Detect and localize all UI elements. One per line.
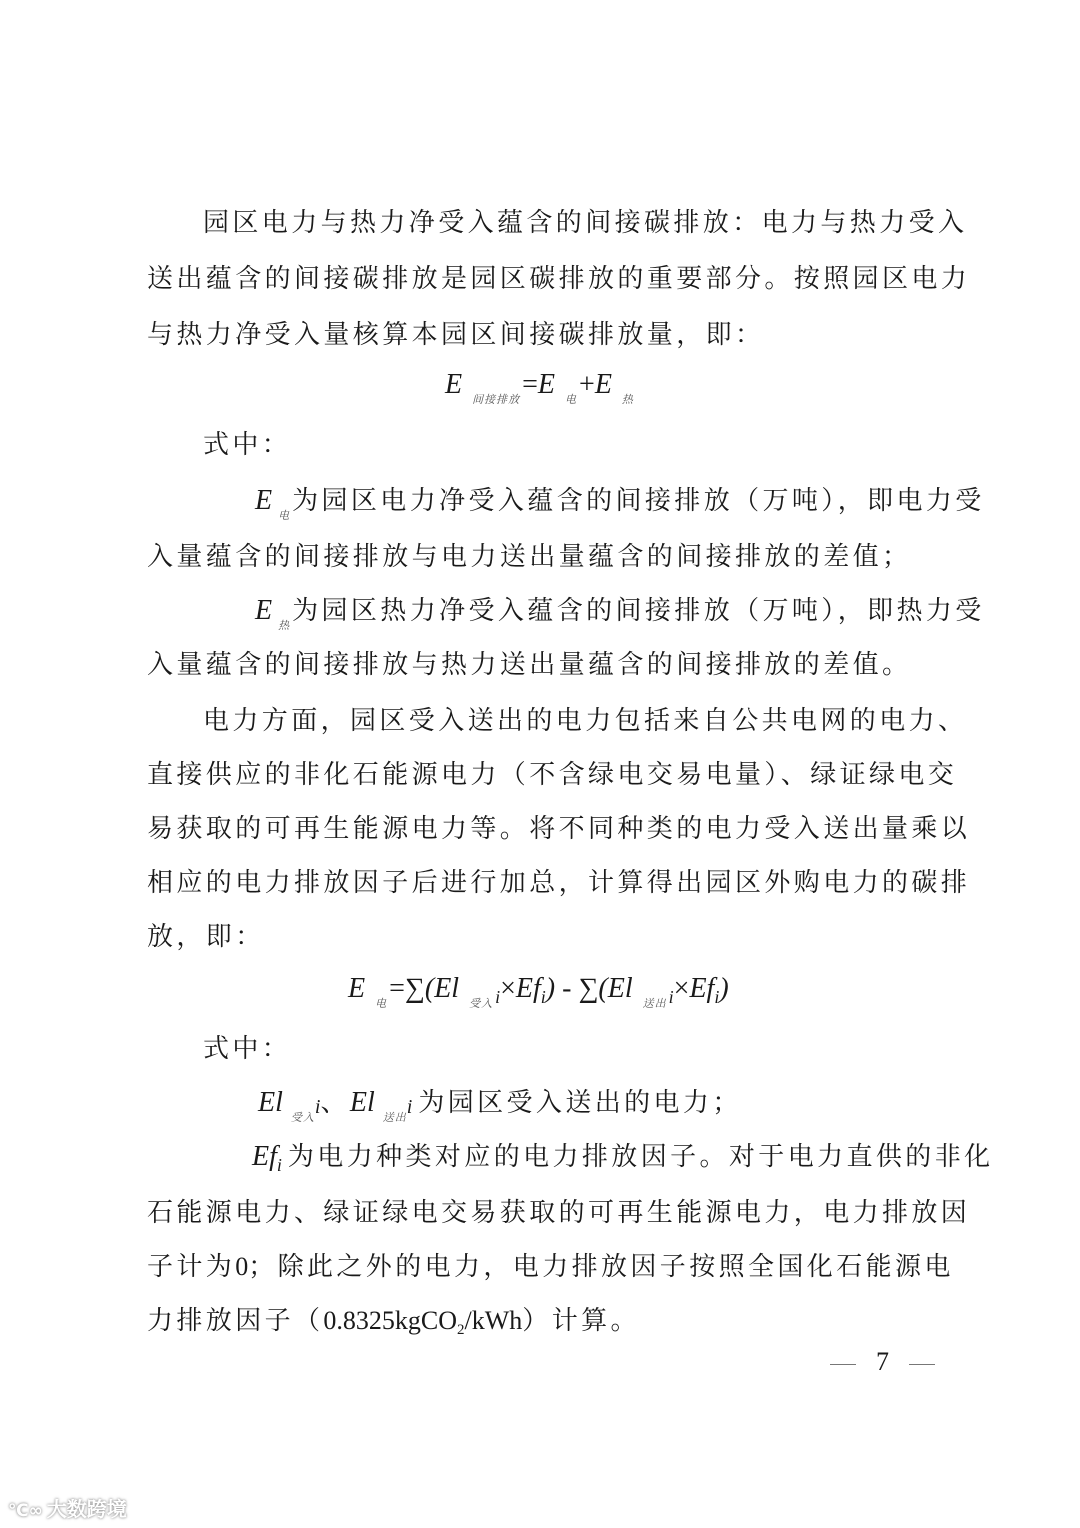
formula-index: i — [668, 987, 674, 1007]
separator: 、 — [320, 1088, 350, 1118]
formula-operator: = — [522, 369, 538, 400]
definition-index: i — [314, 1096, 321, 1118]
definition-text: ；除此之外的电力，电力排放因子按照全国化石能源电 — [248, 1252, 954, 1282]
definition-text: 为园区电力净受入蕴含的间接排放（万吨），即电力受 — [292, 486, 985, 516]
definition-text: ）计算。 — [522, 1306, 640, 1336]
formula-indirect-emission — [445, 368, 636, 407]
paragraph-line: 与热力净受入量核算本园区间接碳排放量，即： — [147, 320, 765, 350]
definition-text: 子计为 — [147, 1252, 236, 1282]
formula-var: Ef — [689, 973, 715, 1004]
definition-subscript: 热 — [278, 619, 291, 632]
emission-factor-unit: /kWh — [464, 1306, 523, 1335]
paragraph-line: 放，即： — [147, 922, 265, 952]
definition-line: 石能源电力、绿证绿电交易获取的可再生能源电力，电力排放因 — [147, 1198, 971, 1228]
definition-text: 为电力种类对应的电力排放因子。对于电力直供的非化 — [287, 1142, 994, 1172]
definition-text: 为园区热力净受入蕴含的间接排放（万吨），即热力受 — [292, 596, 985, 626]
definition-var: E — [255, 485, 273, 516]
formula-operator: × — [500, 973, 516, 1004]
definition-var: El — [258, 1087, 283, 1118]
paragraph-line: 易获取的可再生能源电力等。将不同种类的电力受入送出量乘以 — [147, 814, 971, 844]
formula-subscript: 间接排放 — [472, 393, 521, 406]
formula-index: i — [495, 987, 501, 1007]
definition-line — [147, 1304, 947, 1342]
formula-operator: + — [579, 369, 595, 400]
definition-line — [147, 1250, 954, 1284]
definition-line — [252, 1140, 1052, 1176]
formula-subscript: 热 — [621, 393, 634, 406]
paragraph-line: 相应的电力排放因子后进行加总，计算得出园区外购电力的碳排 — [147, 868, 971, 898]
paragraph-line: 送出蕴含的间接碳排放是园区碳排放的重要部分。按照园区电力 — [147, 264, 971, 294]
definition-subscript: 送出 — [382, 1111, 407, 1124]
dash-right — [909, 1364, 935, 1365]
definition-line: 入量蕴含的间接排放与热力送出量蕴含的间接排放的差值。 — [147, 650, 912, 680]
definition-subscript: 电 — [278, 509, 291, 522]
definition-index: i — [406, 1096, 413, 1118]
formula-operator: × — [673, 973, 690, 1004]
paragraph-line: 园区电力与热力净受入蕴含的间接碳排放：电力与热力受入 — [203, 208, 968, 238]
formula-operator: = — [389, 973, 405, 1004]
emission-factor-value: 0.8325kgCO — [323, 1306, 458, 1335]
formula-var: E — [537, 369, 556, 400]
formula-index: i — [540, 987, 546, 1007]
definition-text: 力排放因子（ — [147, 1306, 324, 1336]
formula-operator: - — [555, 973, 579, 1004]
definition-var: Ef — [252, 1141, 277, 1172]
formula-electricity-emission — [348, 972, 729, 1011]
where-label: 式中： — [203, 1034, 292, 1064]
definition-line — [255, 594, 1055, 633]
formula-sum-term: ∑(El — [578, 973, 633, 1004]
factor-zero: 0 — [235, 1252, 249, 1281]
definition-line — [258, 1086, 1058, 1125]
formula-var: E — [445, 369, 463, 400]
dash-left — [830, 1364, 856, 1365]
watermark-logo-icon: ℃∞ — [8, 1501, 43, 1521]
formula-var: Ef — [515, 973, 541, 1004]
page-number-value: 7 — [876, 1347, 889, 1376]
watermark-text: 大数跨境 — [46, 1497, 127, 1521]
page-number — [830, 1345, 950, 1379]
definition-line: 入量蕴含的间接排放与电力送出量蕴含的间接排放的差值； — [147, 542, 912, 572]
where-label: 式中： — [203, 430, 292, 460]
formula-sum-term: ∑(El — [404, 973, 460, 1004]
watermark — [8, 1493, 127, 1522]
formula-subscript: 受入 — [469, 997, 494, 1010]
paragraph-line: 直接供应的非化石能源电力（不含绿电交易电量）、绿证绿电交 — [147, 760, 958, 790]
definition-index: i — [276, 1155, 282, 1175]
formula-subscript: 电 — [565, 393, 578, 406]
formula-var: E — [348, 973, 366, 1004]
emission-factor-subscript: 2 — [457, 1322, 465, 1338]
formula-paren: ) — [719, 973, 729, 1004]
definition-var: El — [349, 1087, 375, 1118]
definition-subscript: 受入 — [290, 1111, 315, 1124]
formula-paren: ) — [545, 973, 556, 1004]
formula-index: i — [714, 987, 720, 1007]
formula-subscript: 送出 — [642, 997, 667, 1010]
formula-subscript: 电 — [375, 997, 388, 1010]
definition-line — [255, 484, 1055, 523]
definition-var: E — [255, 595, 273, 626]
paragraph-line: 电力方面，园区受入送出的电力包括来自公共电网的电力、 — [203, 706, 968, 736]
definition-text: 为园区受入送出的电力； — [418, 1088, 742, 1118]
formula-var: E — [594, 369, 612, 400]
